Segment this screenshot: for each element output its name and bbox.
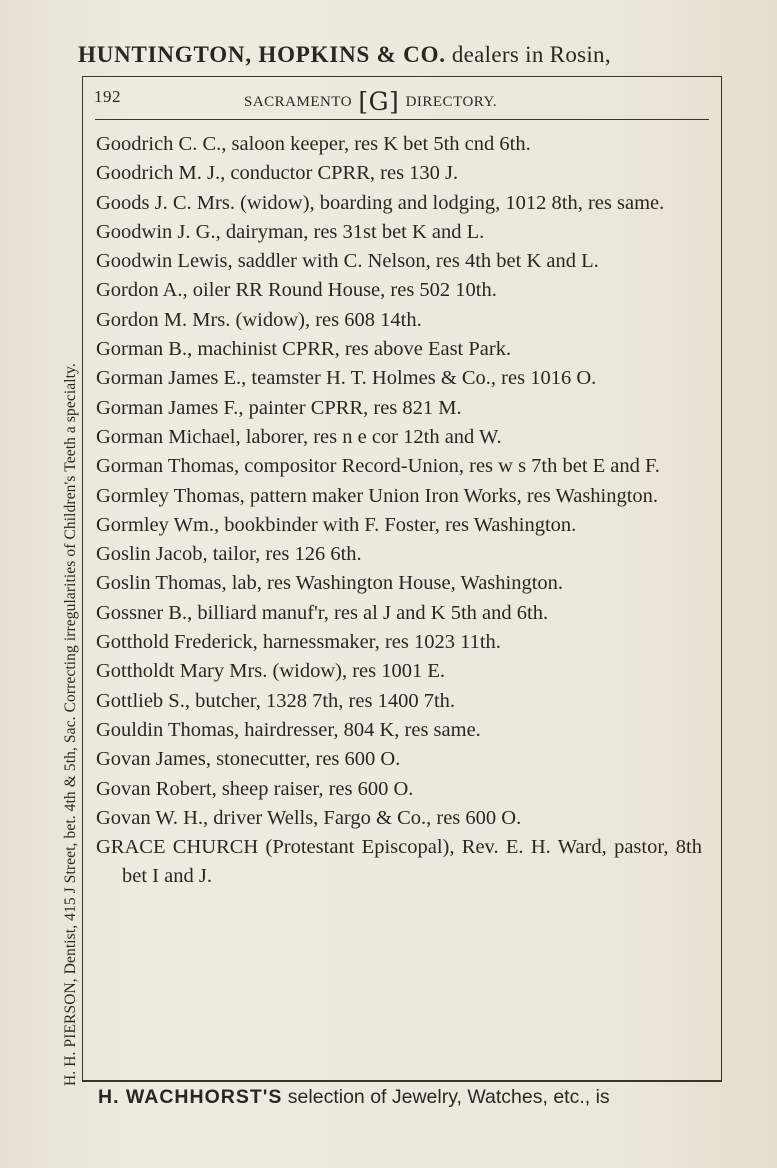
directory-entry: GRACE CHURCH (Protestant Episcopal), Rev. E. H. Ward, pastor, 8th bet I and J. [96,836,702,888]
directory-entry: Goslin Jacob, tailor, res 126 6th. [96,543,362,566]
top-advertisement [78,42,768,68]
top-ad-firm: HUNTINGTON, HOPKINS & CO. [78,42,446,67]
directory-entry: Gottlieb S., butcher, 1328 7th, res 1400 7th. [96,689,456,712]
top-ad-text: dealers in Rosin, [445,42,611,67]
directory-entry: Gorman James F., painter CPRR, res 821 M. [96,396,462,419]
directory-entry: Goods J. C. Mrs. (widow), boarding and lodging, 1012 8th, res same. [96,191,665,214]
directory-entry: Gorman James E., teamster H. T. Holmes & Co., res 1016 O. [96,367,597,390]
frame-bottom-rule [82,1080,722,1082]
bottom-ad-text: selection of Jewelry, Watches, etc., is [282,1086,610,1108]
directory-entry: Govan James, stonecutter, res 600 O. [96,748,401,771]
directory-entry: Gorman B., machinist CPRR, res above East Park. [96,338,512,361]
directory-entry: Goslin Thomas, lab, res Washington House, Washington. [96,572,564,595]
header-title [244,87,497,116]
directory-entry: Goodrich M. J., conductor CPRR, res 130 J. [96,162,459,185]
directory-entry: Goodwin J. G., dairyman, res 31st bet K and L. [96,220,485,243]
directory-entry: Gouldin Thomas, hairdresser, 804 K, res same. [96,718,481,741]
running-header [82,82,721,116]
side-advertisement: H. H. PIERSON, Dentist, 415 J Street, bet. 4th & 5th, Sac. Correcting irregularities of Children's Teeth a specialty. [62,363,79,1086]
page-number: 192 [94,87,121,106]
header-city: SACRAMENTO [244,94,353,110]
directory-entry: Goodwin Lewis, saddler with C. Nelson, res 4th bet K and L. [96,250,599,273]
directory-entry: Gormley Wm., bookbinder with F. Foster, res Washington. [96,513,577,536]
bottom-advertisement [98,1086,610,1109]
directory-entries [96,130,702,892]
header-letter: [G] [358,87,400,116]
directory-entry: Gorman Thomas, compositor Record-Union, res w s 7th bet E and F. [96,455,660,478]
directory-entry: Gottholdt Mary Mrs. (widow), res 1001 E. [96,660,446,683]
directory-entry: Gordon A., oiler RR Round House, res 502 10th. [96,279,497,302]
directory-entry: Gossner B., billiard manuf'r, res al J and K 5th and 6th. [96,601,549,624]
directory-entry: Govan Robert, sheep raiser, res 600 O. [96,777,414,800]
header-section: DIRECTORY. [405,94,498,110]
directory-entry: Gorman Michael, laborer, res n e cor 12th and W. [96,425,502,448]
header-rule [95,119,709,120]
directory-entry: Goodrich C. C., saloon keeper, res K bet 5th cnd 6th. [96,133,531,155]
directory-entry: Gordon M. Mrs. (widow), res 608 14th. [96,308,422,331]
directory-entry: Govan W. H., driver Wells, Fargo & Co., res 600 O. [96,806,522,829]
frame-left-rule [82,76,83,1082]
directory-entry: Gormley Thomas, pattern maker Union Iron Works, res Washington. [96,484,659,507]
directory-entry: Gotthold Frederick, harnessmaker, res 1023 11th. [96,631,501,654]
bottom-ad-firm: H. WACHHORST'S [98,1086,283,1108]
